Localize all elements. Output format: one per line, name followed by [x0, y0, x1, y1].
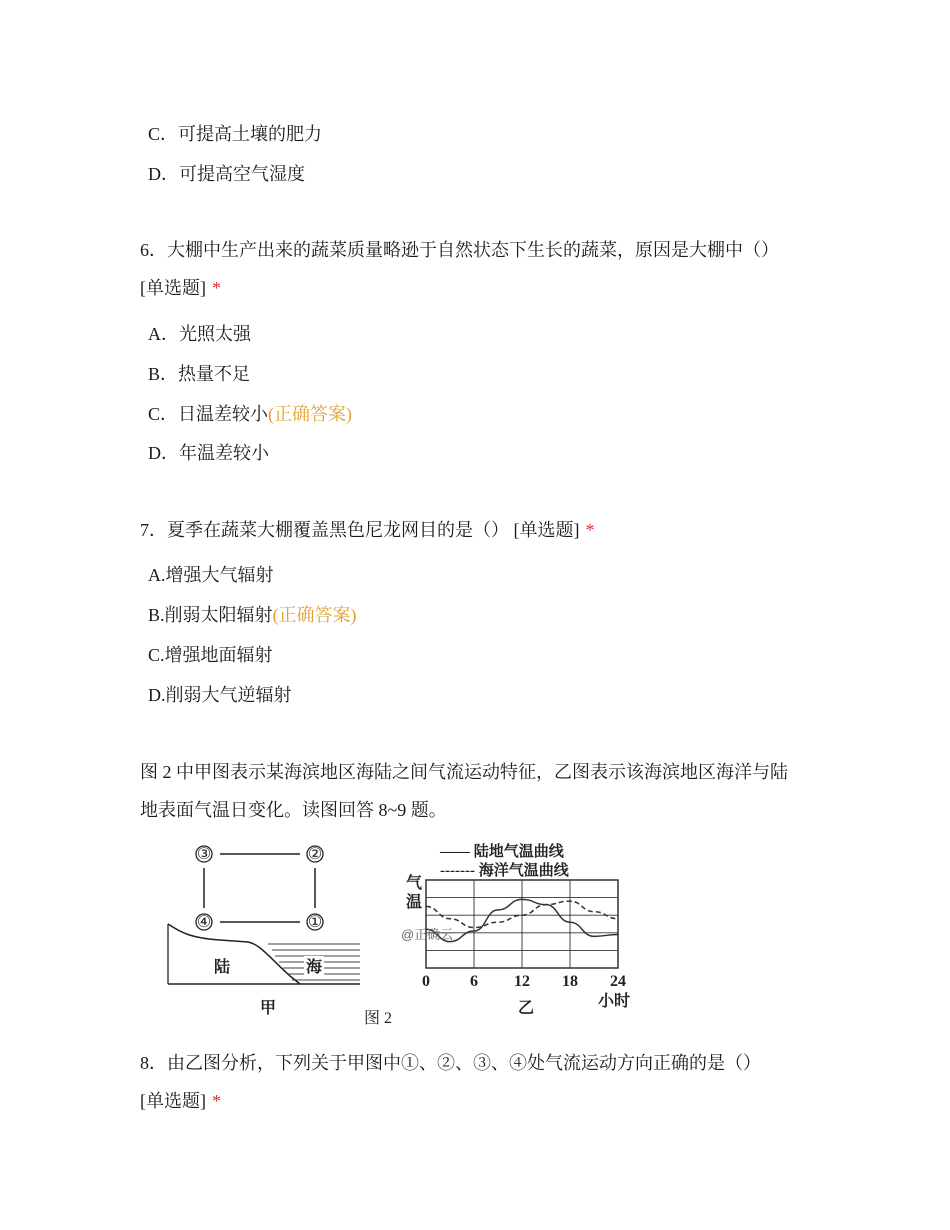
x-tick-label: 18 — [562, 973, 578, 990]
ylabel-1: 气 — [406, 875, 423, 892]
correct-answer-tag: (正确答案) — [268, 404, 353, 424]
x-tick-label: 24 — [610, 973, 626, 990]
option-label: B．热量不足 — [148, 364, 251, 384]
x-unit-label: 小时 — [598, 993, 631, 1010]
x-tick-label: 0 — [422, 973, 430, 990]
q5-option-c[interactable] — [148, 122, 322, 146]
sea-label: 海 — [306, 959, 323, 976]
q6-stem: 6．大棚中生产出来的蔬菜质量略逊于自然状态下生长的蔬菜，原因是大棚中（） — [140, 240, 779, 260]
land-label: 陆 — [214, 959, 231, 976]
point-1-label: ① — [307, 914, 323, 931]
q8-stem: 8．由乙图分析，下列关于甲图中①、②、③、④处气流运动方向正确的是（） — [140, 1053, 761, 1073]
figure-caption: 图 2 — [364, 1010, 393, 1027]
intro-line-2: 地表面气温日变化。读图回答 8~9 题。 — [140, 800, 447, 820]
question-type-label: [单选题] — [140, 1091, 206, 1111]
option-label: C.增强地面辐射 — [148, 645, 273, 665]
jia-caption: 甲 — [260, 1000, 277, 1017]
chart-grid — [426, 880, 618, 968]
point-2-label: ② — [307, 846, 323, 863]
option-label: B.削弱太阳辐射 — [148, 605, 273, 625]
figure-2 — [160, 838, 650, 1033]
q8-type — [140, 1089, 221, 1113]
question-text: 7．夏季在蔬菜大棚覆盖黑色尼龙网目的是（） [单选题] — [140, 520, 580, 540]
q7-option-c[interactable] — [148, 643, 273, 667]
required-mark: * — [585, 520, 595, 540]
q6-option-d[interactable] — [148, 441, 269, 465]
option-label: C．日温差较小 — [148, 404, 269, 424]
option-label: D．年温差较小 — [148, 443, 269, 463]
ylabel-2: 温 — [406, 894, 423, 911]
q7-option-a[interactable] — [148, 563, 274, 587]
q6-type — [140, 276, 221, 300]
q6-option-c[interactable] — [148, 402, 352, 426]
question-type-label: [单选题] — [140, 278, 206, 298]
coastline — [168, 924, 300, 984]
q7-option-d[interactable] — [148, 683, 292, 707]
x-tick-label: 12 — [514, 973, 530, 990]
required-mark: * — [212, 278, 221, 298]
figure-2-svg — [160, 838, 650, 1033]
q5-option-d[interactable] — [148, 162, 305, 186]
q6-option-a[interactable] — [148, 322, 251, 346]
legend-land: —— 陆地气温曲线 — [440, 844, 564, 860]
q7-option-b[interactable] — [148, 603, 357, 627]
q6-option-b[interactable] — [148, 362, 250, 386]
option-label: D.削弱大气逆辐射 — [148, 685, 292, 705]
point-3-label: ③ — [196, 846, 212, 863]
option-label: A．光照太强 — [148, 324, 251, 344]
required-mark: * — [212, 1091, 221, 1111]
chart-yi — [401, 842, 630, 1017]
chart-x-ticks — [422, 973, 626, 990]
x-tick-label: 6 — [470, 973, 478, 990]
option-label: A.增强大气辐射 — [148, 565, 274, 585]
correct-answer-tag: (正确答案) — [272, 605, 357, 625]
legend-sea: ------- 海洋气温曲线 — [440, 863, 569, 879]
point-4-label: ④ — [196, 914, 212, 931]
diagram-jia — [168, 846, 360, 1017]
q7-stem — [140, 518, 595, 542]
watermark: @正确云 — [401, 927, 454, 942]
intro-line-1: 图 2 中甲图表示某海滨地区海陆之间气流运动特征，乙图表示该海滨地区海洋与陆 — [140, 762, 788, 782]
option-label: C．可提高土壤的肥力 — [148, 124, 323, 144]
yi-caption: 乙 — [518, 1000, 535, 1017]
option-label: D．可提高空气湿度 — [148, 164, 305, 184]
